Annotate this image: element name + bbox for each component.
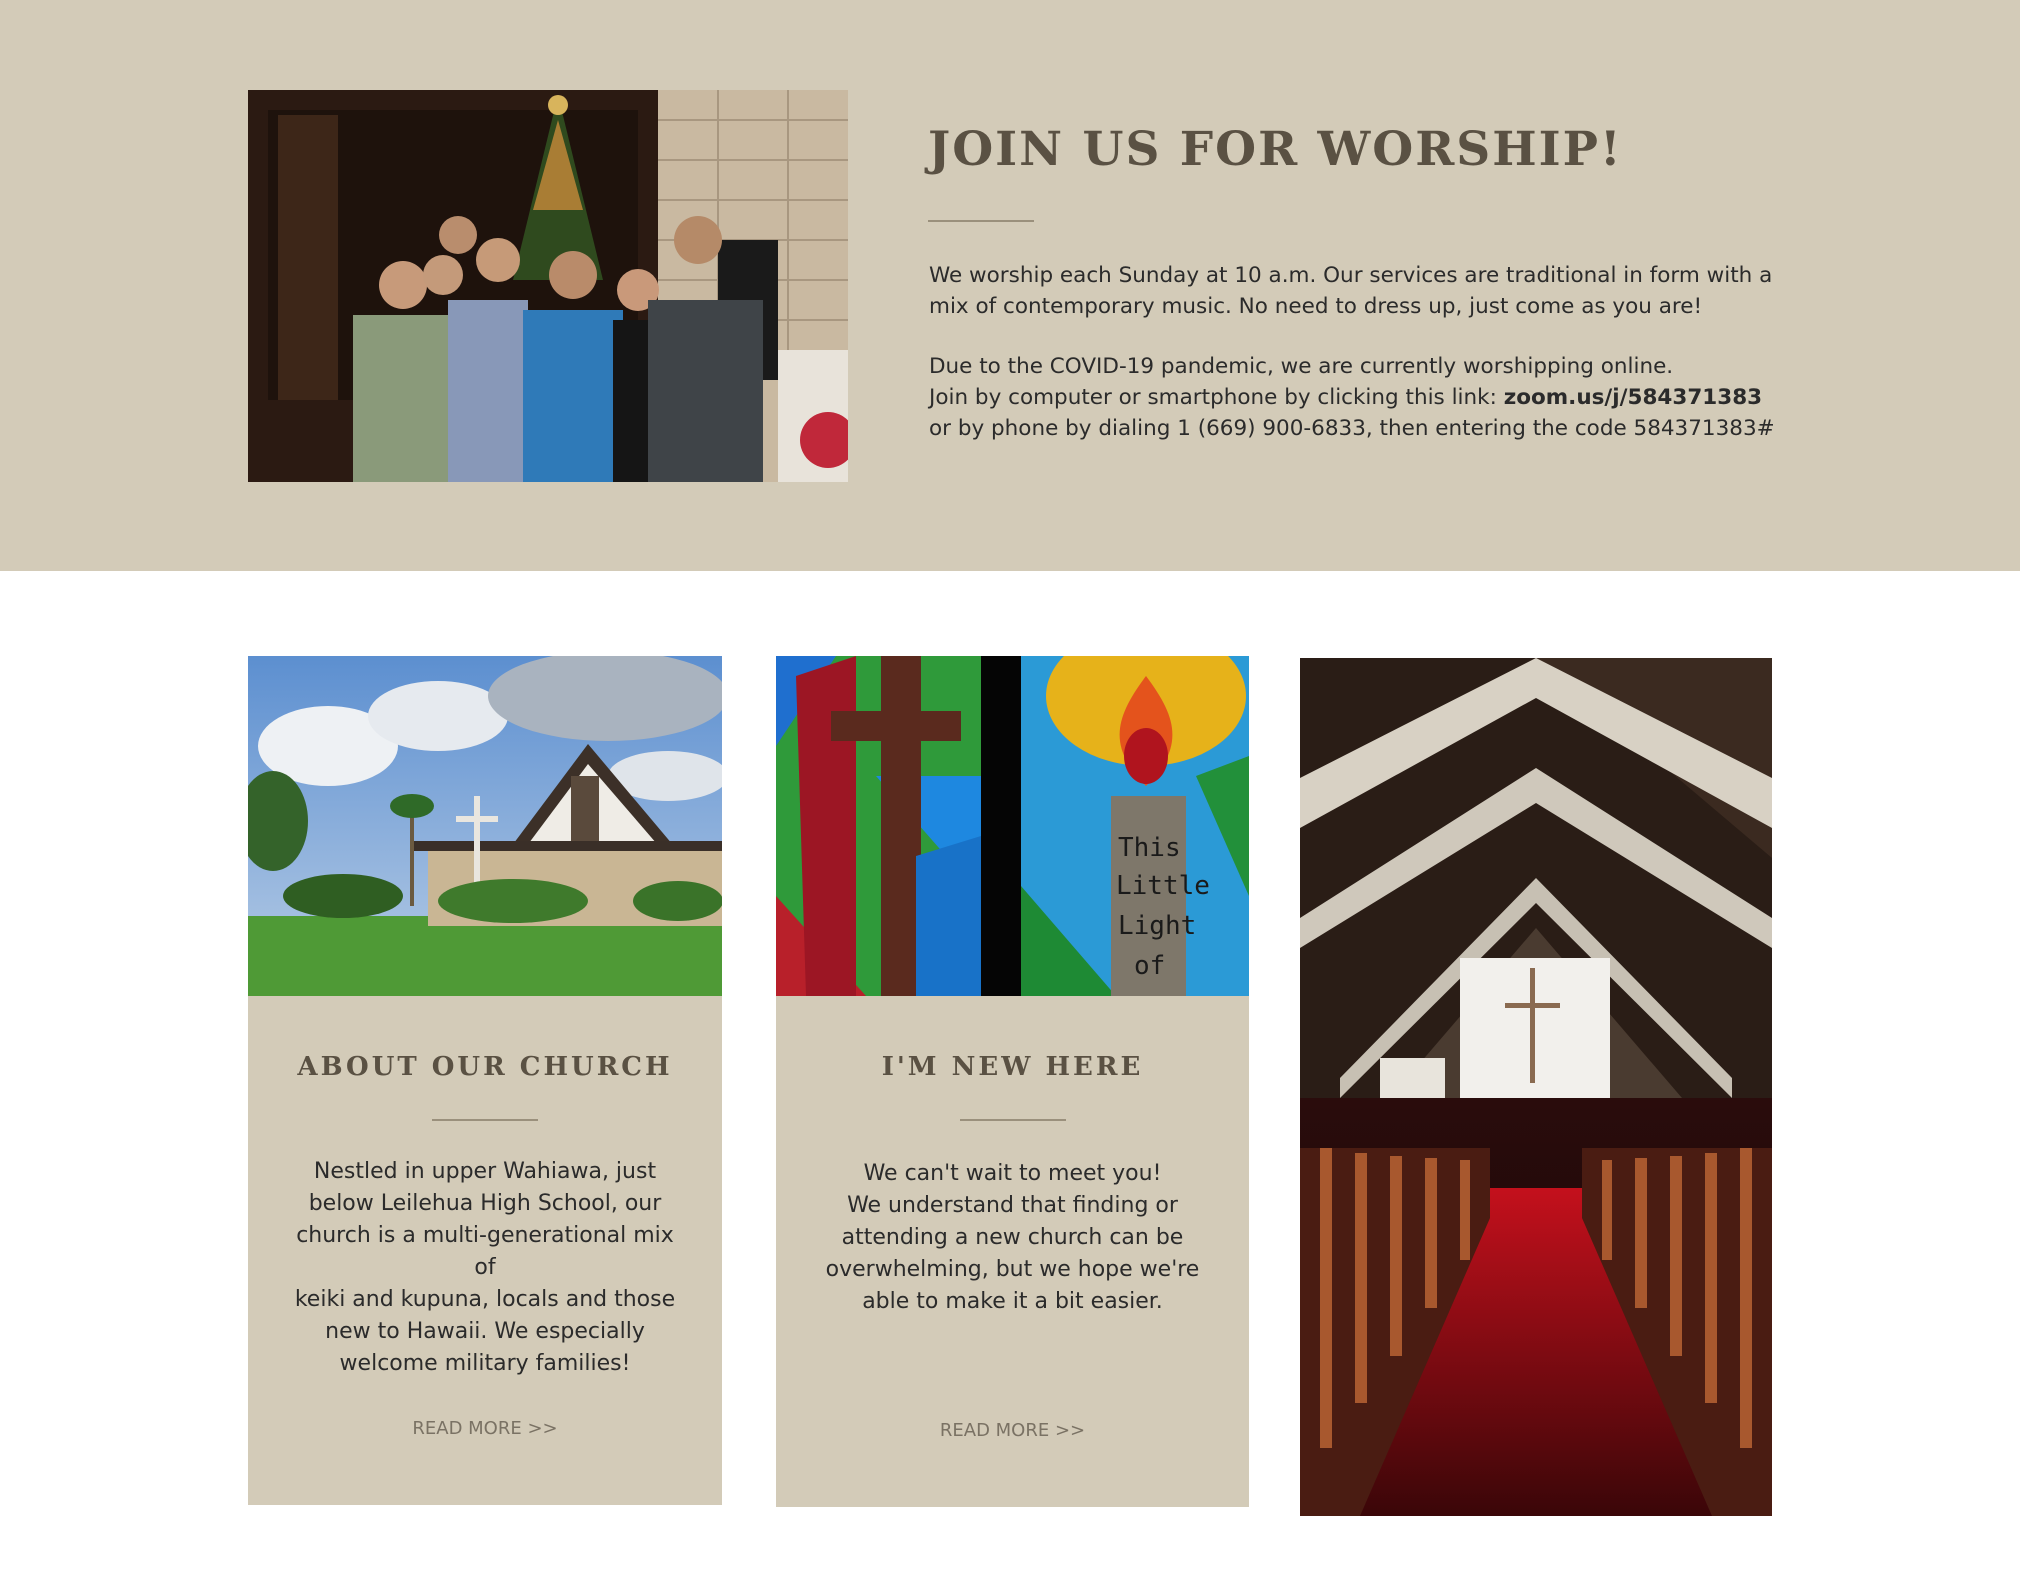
worship-heading: JOIN US FOR WORSHIP! <box>928 122 1623 177</box>
about-church-card <box>248 996 722 1505</box>
text-line: church is a multi-generational mix of <box>296 1223 674 1280</box>
service-info-text: We worship each Sunday at 10 a.m. Our services are traditional in form with a mix of contemporary music. No need to dress up, just come as you are! <box>929 263 1773 319</box>
stained-glass-photo <box>776 656 1249 996</box>
text-line: below Leilehua High School, our <box>308 1191 662 1216</box>
worship-section <box>0 0 2020 571</box>
congregation-group-photo <box>248 90 848 482</box>
new-here-read-more-link[interactable]: READ MORE >> <box>939 1420 1086 1441</box>
worship-description <box>929 260 1789 444</box>
card-divider <box>432 1119 538 1121</box>
about-read-more-link[interactable]: READ MORE >> <box>412 1418 558 1439</box>
text-line: welcome military families! <box>339 1351 631 1376</box>
new-here-card <box>776 996 1249 1507</box>
text-line: Nestled in upper Wahiawa, just <box>313 1159 657 1184</box>
phone-dial-text: or by phone by dialing 1 (669) 900-6833, then entering the code 584371383# <box>929 416 1775 441</box>
join-prefix-text: Join by computer or smartphone by clicking this link: <box>929 385 1504 410</box>
text-line: able to make it a bit easier. <box>862 1289 1163 1314</box>
online-join-text <box>929 382 1789 413</box>
church-exterior-photo <box>248 656 722 996</box>
new-here-heading: I'M NEW HERE <box>881 1052 1144 1082</box>
text-line: We can't wait to meet you! <box>863 1161 1162 1186</box>
text-line: overwhelming, but we hope we're <box>825 1257 1200 1282</box>
new-here-text <box>816 1158 1209 1318</box>
heading-divider <box>928 220 1034 222</box>
sanctuary-interior-photo <box>1300 658 1772 1516</box>
text-line: keiki and kupuna, locals and those <box>294 1287 676 1312</box>
zoom-link[interactable]: zoom.us/j/584371383 <box>1503 385 1763 410</box>
text-line: new to Hawaii. We especially <box>325 1319 645 1344</box>
stained-glass-word: Light <box>1118 911 1197 941</box>
about-church-text <box>288 1156 682 1380</box>
stained-glass-word: of <box>1134 951 1166 981</box>
text-line: attending a new church can be <box>841 1225 1184 1250</box>
stained-glass-word: Little <box>1116 871 1210 901</box>
covid-notice-text: Due to the COVID-19 pandemic, we are currently worshipping online. <box>929 354 1674 379</box>
text-line: We understand that finding or <box>847 1193 1178 1218</box>
card-divider <box>960 1119 1066 1121</box>
stained-glass-word: This <box>1118 833 1181 863</box>
about-church-heading: ABOUT OUR CHURCH <box>297 1052 673 1082</box>
